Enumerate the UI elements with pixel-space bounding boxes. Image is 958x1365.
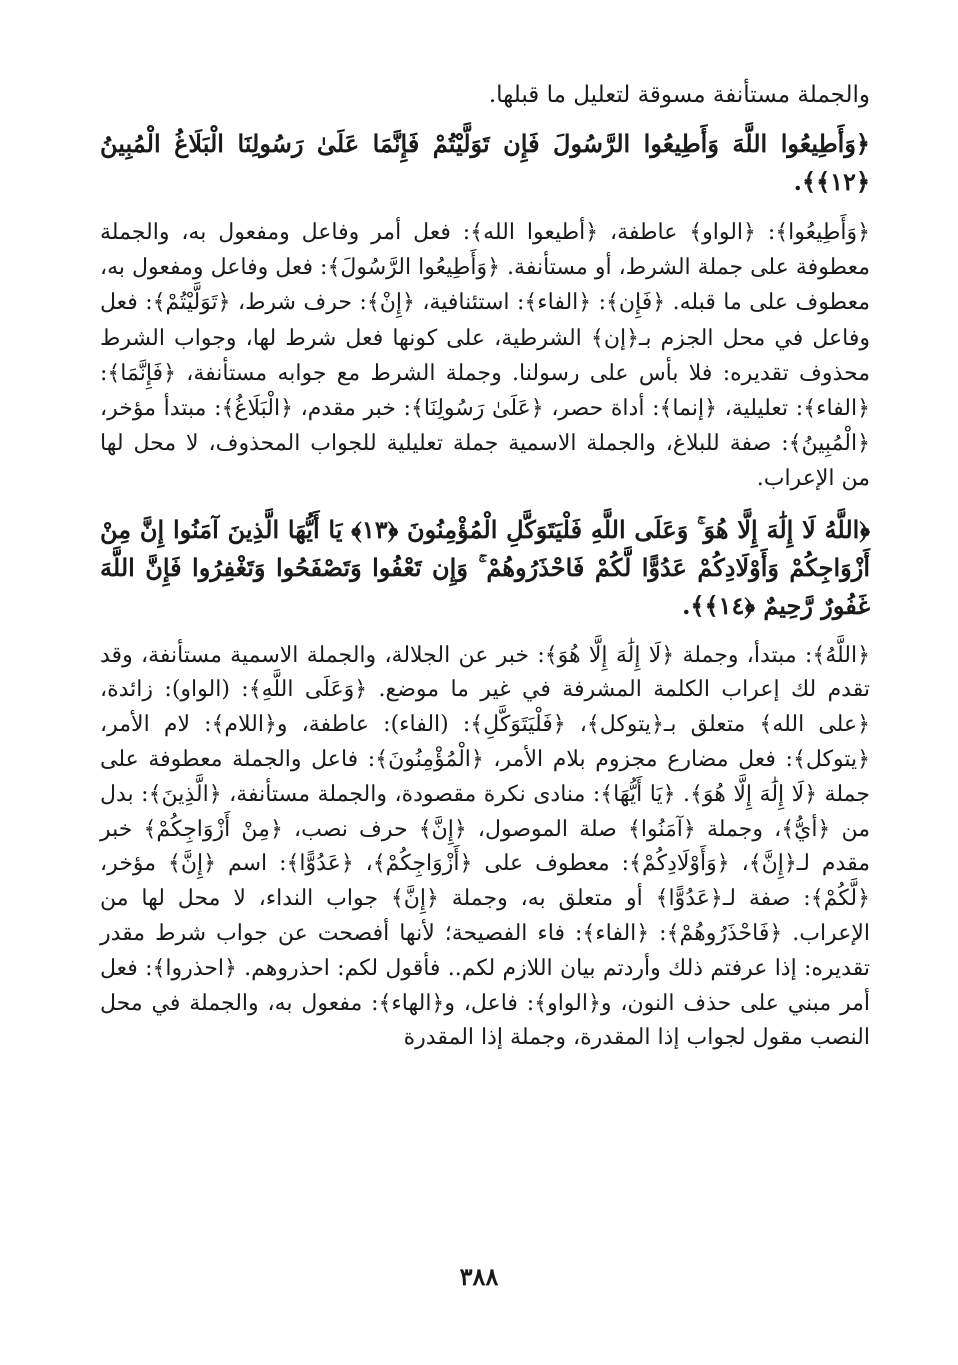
quran-verses-13-14: ﴿اللَّهُ لَا إِلَٰهَ إِلَّا هُوَ ۚ وَعَلَى اللَّهِ فَلْيَتَوَكَّلِ الْمُؤْمِنُونَ ﴿١٣﴾ يَا أَيُّهَا الَّذِينَ آمَنُوا إِنَّ مِنْ أَزْوَاجِكُمْ وَأَوْلَادِكُمْ عَدُوًّا لَّكُمْ فَاحْذَرُوهُمْ ۚ وَإِن تَعْفُوا وَتَصْفَحُوا وَتَغْفِرُوا فَإِنَّ اللَّهَ غَفُورٌ رَّحِيمٌ ﴿١٤﴾﴾. (100, 514, 870, 620)
quran-verse-12: ﴿وَأَطِيعُوا اللَّهَ وَأَطِيعُوا الرَّسُولَ فَإِن تَوَلَّيْتُمْ فَإِنَّمَا عَلَىٰ رَسُولِنَا الْبَلَاغُ الْمُبِينُ ﴿١٢﴾﴾. (100, 129, 870, 196)
intro-line: والجملة مستأنفة مسوقة لتعليل ما قبلها. (488, 82, 870, 108)
page-number: ٣٨٨ (459, 1262, 499, 1291)
grammar-paragraph-1: ﴿وَأَطِيعُوا﴾: ﴿الواو﴾ عاطفة، ﴿أطيعوا الله﴾: فعل أمر وفاعل ومفعول به، والجملة معطوفة على جملة الشرط، أو مستأنفة. ﴿وَأَطِيعُوا الرَّسُولَ﴾: فعل وفاعل ومفعول به، معطوف على ما قبله. ﴿فَإِن﴾: ﴿الفاء﴾: استئنافية، ﴿إِنْ﴾: حرف شرط، ﴿تَوَلَّيْتُمْ﴾: فعل وفاعل في محل الجزم بـ﴿إن﴾ الشرطية، على كونها فعل شرط لها، وجواب الشرط محذوف تقديره: فلا بأس على رسولنا. وجملة الشرط مع جوابه مستأنفة، ﴿فَإِنَّمَا﴾: ﴿الفاء﴾: تعليلية، ﴿إنما﴾: أداة حصر، ﴿عَلَىٰ رَسُولِنَا﴾: خبر مقدم، ﴿الْبَلَاغُ﴾: مبتدأ مؤخر، ﴿الْمُبِينُ﴾: صفة للبلاغ، والجملة الاسمية جملة تعليلية للجواب المحذوف، لا محل لها من الإعراب. (100, 220, 870, 492)
page-body (100, 78, 870, 1056)
grammar-paragraph-2: ﴿اللَّهُ﴾: مبتدأ، وجملة ﴿لَا إِلَٰهَ إِلَّا هُوَ﴾: خبر عن الجلالة، والجملة الاسمية مستأنفة، وقد تقدم لك إعراب الكلمة المشرفة في غير ما موضع. ﴿وَعَلَى اللَّهِ﴾: (الواو): زائدة، ﴿على الله﴾ متعلق بـ﴿يتوكل﴾، ﴿فَلْيَتَوَكَّلِ﴾: (الفاء): عاطفة، و﴿اللام﴾: لام الأمر، ﴿يتوكل﴾: فعل مضارع مجزوم بلام الأمر، ﴿الْمُؤْمِنُونَ﴾: فاعل والجملة معطوفة على جملة ﴿لَا إِلَٰهَ إِلَّا هُوَ﴾. ﴿يَا أَيُّهَا﴾: منادى نكرة مقصودة، والجملة مستأنفة، ﴿الَّذِينَ﴾: بدل من ﴿أيُّ﴾، وجملة ﴿آمَنُوا﴾ صلة الموصول، ﴿إِنَّ﴾ حرف نصب، ﴿مِنْ أَزْوَاجِكُمْ﴾ خبر مقدم لـ﴿إِنَّ﴾، ﴿وَأَوْلَادِكُمْ﴾: معطوف على ﴿أَزْوَاجِكُمْ﴾، ﴿عَدُوًّا﴾: اسم ﴿إِنَّ﴾ مؤخر، ﴿لَّكُمْ﴾: صفة لـ﴿عَدُوًّا﴾ أو متعلق به، وجملة ﴿إِنَّ﴾ جواب النداء، لا محل لها من الإعراب. ﴿فَاحْذَرُوهُمْ﴾: ﴿الفاء﴾: فاء الفصيحة؛ لأنها أفصحت عن جواب شرط مقدر تقديره: إذا عرفتم ذلك وأردتم بيان اللازم لكم.. فأقول لكم: احذروهم. ﴿احذروا﴾: فعل أمر مبني على حذف النون، و﴿الواو﴾: فاعل، و﴿الهاء﴾: مفعول به، والجملة في محل النصب مقول لجواب إذا المقدرة، وجملة إذا المقدرة (100, 642, 870, 1051)
